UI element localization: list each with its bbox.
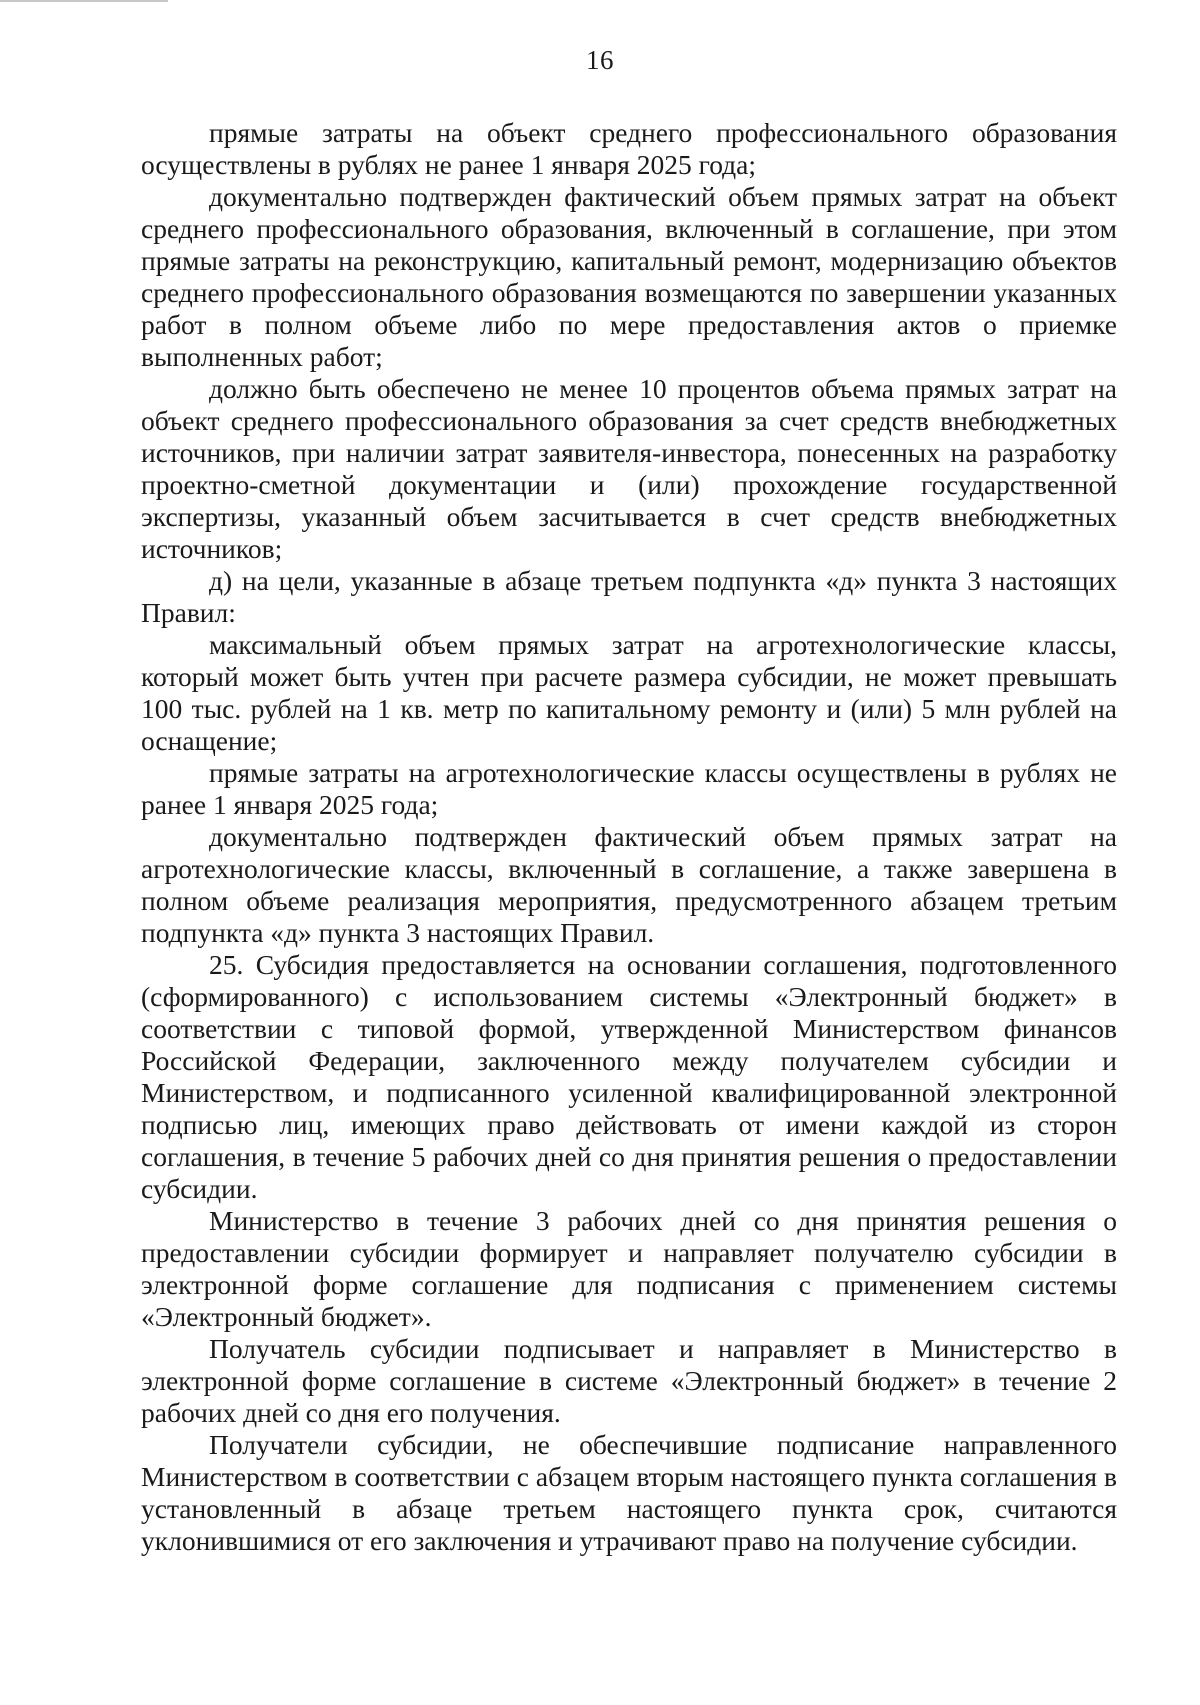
- paragraph: Получатели субсидии, не обеспечившие подписание направленного Министерством в соответствии с абзацем вторым настоящего пункта соглашения в установленный в абзаце третьем настоящего пункта срок, считаются уклонившимися от его заключения и утрачивают право на получение субсидии.: [141, 1429, 1117, 1556]
- paragraph: максимальный объем прямых затрат на агротехнологические классы, который может быть учтен при расчете размера субсидии, не может превышать 100 тыс. рублей на 1 кв. метр по капитальному ремонту и (или) 5 млн рублей на оснащение;: [141, 629, 1117, 756]
- scan-edge-mark: [0, 0, 168, 2]
- paragraph: должно быть обеспечено не менее 10 процентов объема прямых затрат на объект среднего профессионального образования за счет средств внебюджетных источников, при наличии затрат заявителя-инвестора, понесенных на разработку проектно-сметной документации и (или) прохождение государственной экспертизы, указанный объем засчитывается в счет средств внебюджетных источников;: [141, 373, 1117, 564]
- page-number: 16: [586, 45, 614, 75]
- document-body: [141, 117, 1117, 1557]
- paragraph: документально подтвержден фактический объем прямых затрат на агротехнологические классы, включенный в соглашение, а также завершена в полном объеме реализация мероприятия, предусмотренного абзацем третьим подпункта «д» пункта 3 настоящих Правил.: [141, 821, 1117, 948]
- paragraph: 25. Субсидия предоставляется на основании соглашения, подготовленного (сформированного) с использованием системы «Электронный бюджет» в соответствии с типовой формой, утвержденной Министерством финансов Российской Федерации, заключенного между получателем субсидии и Министерством, и подписанного усиленной квалифицированной электронной подписью лиц, имеющих право действовать от имени каждой из сторон соглашения, в течение 5 рабочих дней со дня принятия решения о предоставлении субсидии.: [141, 949, 1117, 1204]
- paragraph: прямые затраты на агротехнологические классы осуществлены в рублях не ранее 1 января 2025 года;: [141, 757, 1117, 820]
- paragraph: Получатель субсидии подписывает и направляет в Министерство в электронной форме соглашение в системе «Электронный бюджет» в течение 2 рабочих дней со дня его получения.: [141, 1333, 1117, 1428]
- paragraph: документально подтвержден фактический объем прямых затрат на объект среднего профессионального образования, включенный в соглашение, при этом прямые затраты на реконструкцию, капитальный ремонт, модернизацию объектов среднего профессионального образования возмещаются по завершении указанных работ в полном объеме либо по мере предоставления актов о приемке выполненных работ;: [141, 181, 1117, 372]
- paragraph: прямые затраты на объект среднего профессионального образования осуществлены в рублях не ранее 1 января 2025 года;: [141, 117, 1117, 180]
- paragraph: Министерство в течение 3 рабочих дней со дня принятия решения о предоставлении субсидии формирует и направляет получателю субсидии в электронной форме соглашение для подписания с применением системы «Электронный бюджет».: [141, 1205, 1117, 1332]
- paragraph: д) на цели, указанные в абзаце третьем подпункта «д» пункта 3 настоящих Правил:: [141, 565, 1117, 628]
